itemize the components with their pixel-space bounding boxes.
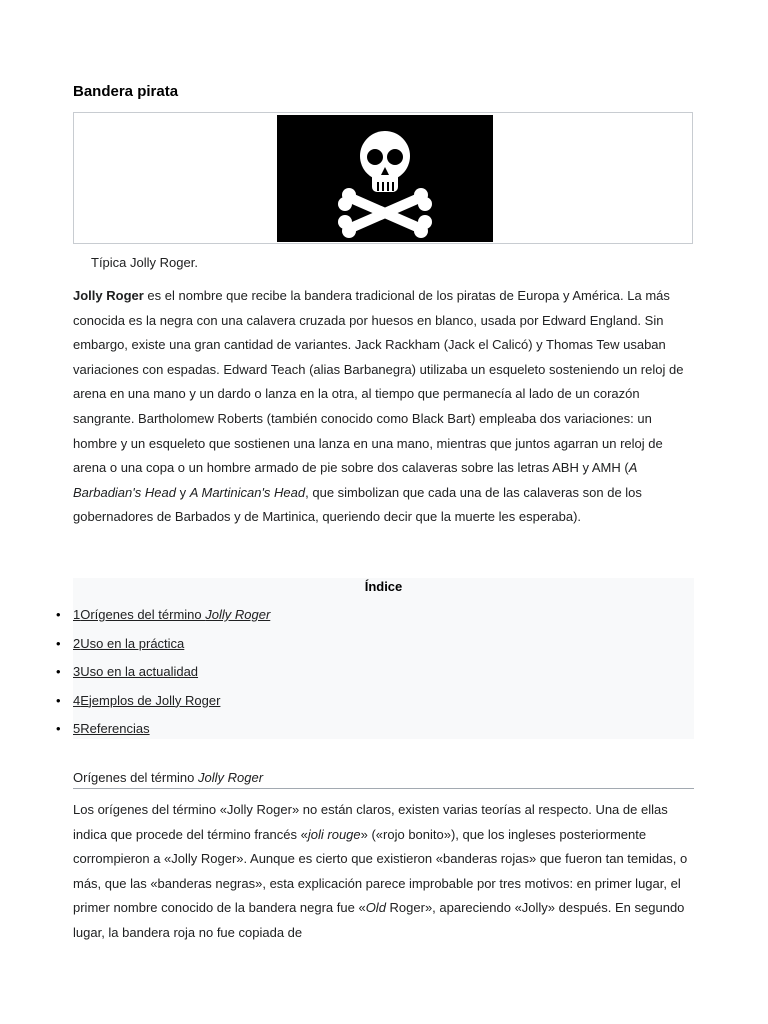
section-paragraph-origenes — [73, 798, 698, 946]
intro-text-3: , que simbolizan que cada una de las calaveras son de los gobernadores de Barbados y de Martinica, queriendo decir que la muerte les esperaba). — [73, 484, 642, 525]
toc-item-referencias[interactable] — [73, 721, 693, 750]
infobox-image-frame — [73, 112, 693, 244]
intro-text-1: es el nombre que recibe la bandera tradicional de los piratas de Europa y América. La más conocida es la negra con una calavera cruzada por huesos en blanco, usada por Edward England. Sin embargo, existe una gran cantidad de variantes. Jack Rackham (Jack el Calicó) y Thomas Tew usaban variaciones con espadas. Edward Teach (alias Barbanegra) utilizaba un esqueleto sosteniendo un reloj de arena en una mano y un dardo o lanza en la otra, al tiempo que permanecía al lado de un corazón sangrante. Bartholomew Roberts (también conocido como Black Bart) empleaba dos variaciones: un hombre y un esqueleto que sostienen una lanza en una mano, mientras que juntos agarran un reloj de arena o una copa o un hombre armado de pie sobre dos calaveras sobre las letras ABH y AMH ( — [73, 288, 684, 476]
toc-item-label[interactable]: Uso en la actualidad — [80, 664, 199, 680]
article-title: Bandera pirata — [73, 83, 179, 100]
toc-item-label[interactable]: Uso en la práctica — [80, 635, 185, 651]
toc-item-number[interactable]: 4 — [73, 692, 81, 708]
image-caption: Típica Jolly Roger. — [91, 255, 198, 270]
section-italic-1: joli rouge — [307, 826, 361, 842]
toc-item-uso-practica[interactable] — [73, 636, 693, 665]
intro-bold-term: Jolly Roger — [73, 288, 144, 303]
intro-text-2: y — [175, 484, 190, 500]
toc-title: Índice — [364, 579, 403, 594]
toc-item-number[interactable]: 1 — [73, 607, 81, 622]
intro-paragraph — [73, 284, 698, 530]
toc-item-ejemplos[interactable] — [73, 693, 693, 722]
intro-italic-2: A Martinican's Head — [189, 484, 306, 500]
intro-italic-1: A Barbadian's Head — [73, 460, 637, 500]
section-heading-origenes: Orígenes del término Jolly Roger — [73, 770, 694, 789]
toc-item-label[interactable]: Orígenes del término Jolly Roger — [80, 607, 271, 622]
section-text-3: Roger», apareciendo «Jolly» después. En segundo lugar, la bandera roja no fue copiada de — [73, 900, 685, 940]
skull-crossbones-icon — [277, 115, 493, 242]
section-text-2: » («rojo bonito»), que los ingleses posteriormente corrompieron a «Jolly Roger». Aunque es cierto que existieron «banderas rojas» que fueron tan temidas, o más, que las «banderas negras», esta explicación parece improbable por tres motivos: en primer lugar, el primer nombre conocido de la bandera negra fue « — [73, 826, 688, 916]
toc-item-label[interactable]: Ejemplos de Jolly Roger — [80, 692, 221, 708]
toc-item-number[interactable]: 2 — [73, 635, 81, 651]
table-of-contents — [73, 578, 694, 739]
toc-item-label[interactable]: Referencias — [80, 721, 150, 737]
section-italic-2: Old — [365, 900, 386, 916]
toc-item-number[interactable]: 5 — [73, 721, 81, 737]
toc-item-uso-actualidad[interactable] — [73, 664, 693, 693]
toc-item-origenes[interactable] — [73, 607, 693, 636]
section-text-1: Los orígenes del término «Jolly Roger» no están claros, existen varias teorías al respecto. Una de ellas indica que procede del término francés « — [73, 802, 668, 842]
jolly-roger-flag-image[interactable] — [277, 115, 493, 242]
toc-list — [73, 607, 693, 750]
toc-item-number[interactable]: 3 — [73, 664, 81, 680]
